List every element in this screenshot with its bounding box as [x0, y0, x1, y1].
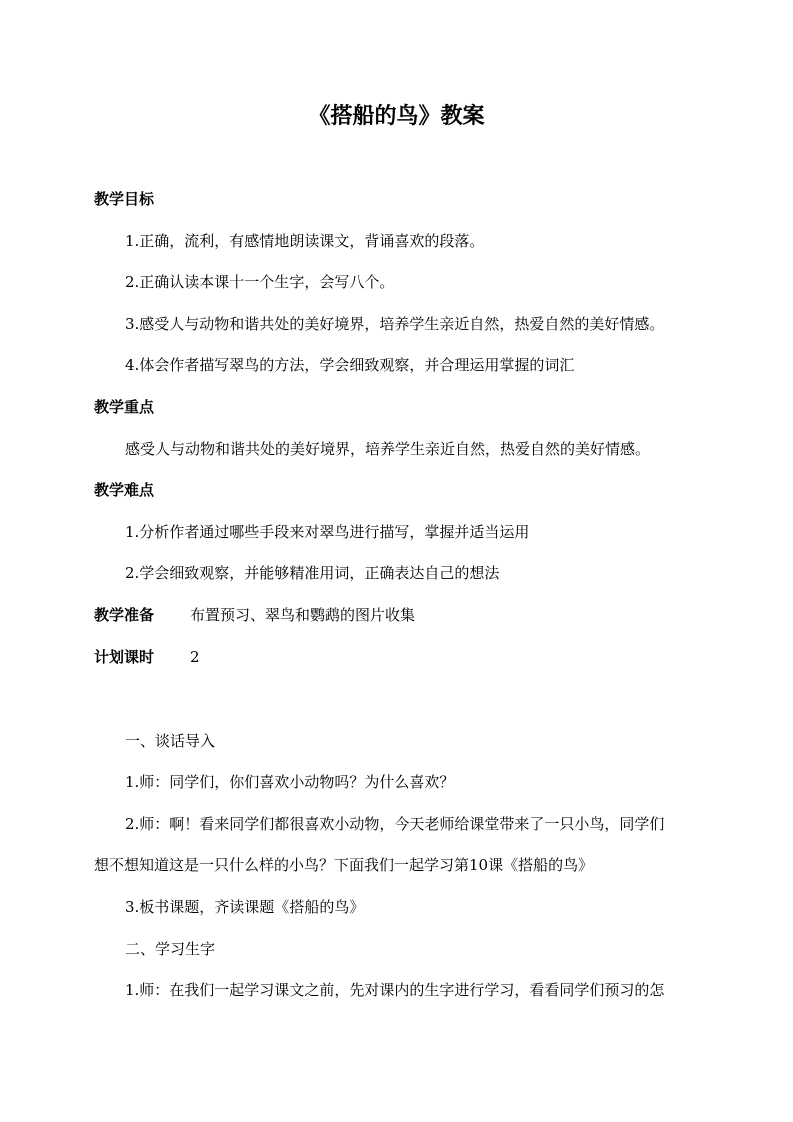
paragraph: 1.师：同学们，你们喜欢小动物吗？为什么喜欢？: [125, 773, 455, 791]
objective-item: 1.正确，流利，有感情地朗读课文，背诵喜欢的段落。: [125, 232, 485, 250]
difficulty-item: 2.学会细致观察，并能够精准用词，正确表达自己的想法: [125, 564, 500, 582]
class-hours-row: [94, 647, 704, 667]
objective-item: 4.体会作者描写翠鸟的方法，学会细致观察，并合理运用掌握的词汇: [125, 356, 575, 374]
preparation-text: 布置预习、翠鸟和鹦鹉的图片收集: [190, 606, 416, 624]
key-points-heading: 教学重点: [94, 398, 155, 416]
part2-heading: 二、学习生字: [125, 940, 216, 958]
objective-item: 2.正确认读本课十一个生字，会写八个。: [125, 273, 395, 291]
class-hours-heading: 计划课时: [94, 648, 155, 666]
part1-heading: 一、谈话导入: [125, 732, 216, 750]
class-hours-value: 2: [190, 648, 200, 666]
key-points-text: 感受人与动物和谐共处的美好境界，培养学生亲近自然，热爱自然的美好情感。: [125, 440, 651, 458]
difficulty-item: 1.分析作者通过哪些手段来对翠鸟进行描写，掌握并适当运用: [125, 523, 530, 541]
document-title: 《搭船的鸟》教案: [308, 103, 485, 129]
difficulties-heading: 教学难点: [94, 481, 155, 499]
paragraph: 1.师：在我们一起学习课文之前，先对课内的生字进行学习，看看同学们预习的怎: [125, 981, 665, 999]
preparation-row: [94, 605, 704, 625]
paragraph-continuation: 想不想知道这是一只什么样的小鸟？下面我们一起学习第10课《搭船的鸟》: [94, 856, 594, 874]
preparation-heading: 教学准备: [94, 606, 155, 624]
paragraph: 3.板书课题，齐读课题《搭船的鸟》: [125, 898, 365, 916]
paragraph: 2.师：啊！看来同学们都很喜欢小动物，今天老师给课堂带来了一只小鸟，同学们: [125, 815, 665, 833]
objective-item: 3.感受人与动物和谐共处的美好境界，培养学生亲近自然，热爱自然的美好情感。: [125, 315, 665, 333]
objectives-heading: 教学目标: [94, 190, 155, 208]
